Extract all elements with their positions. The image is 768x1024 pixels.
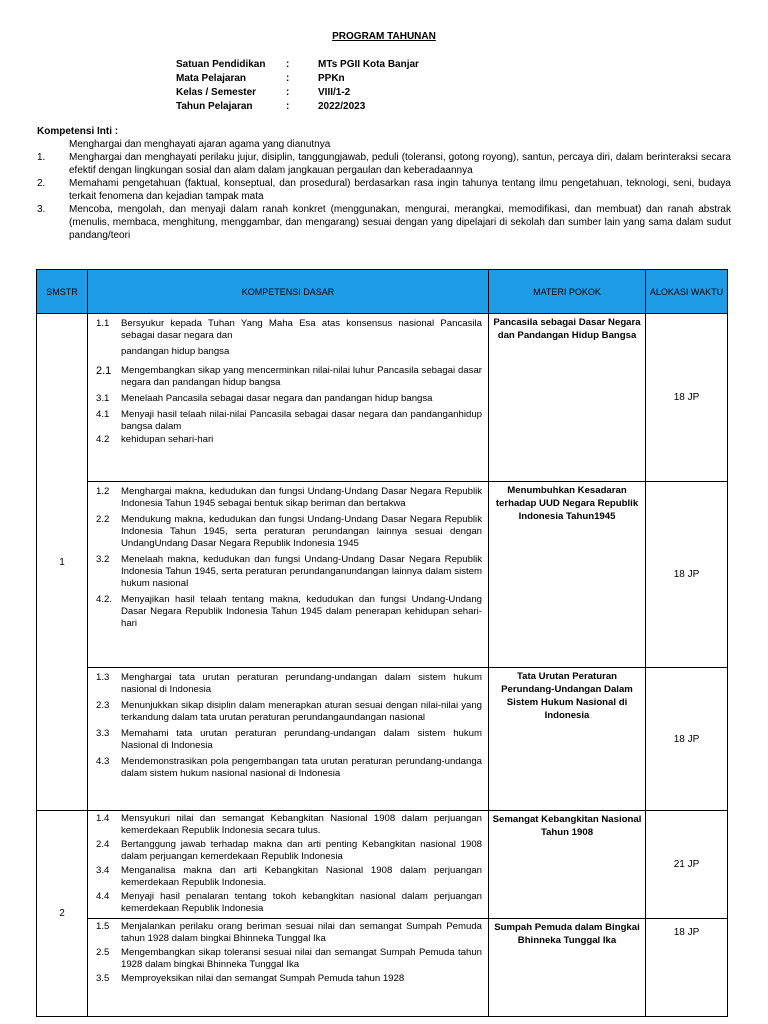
ki-item: 1. Menghargai dan menghayati perilaku jujur, disiplin, tanggungjawab, peduli (toleransi, gotong royong), santun, percaya diri, dalam berinteraksi secara efektif dengan lingkungan sosial dan alam dalam jangkauan pergaulan dan keberadaannya — [37, 152, 731, 176]
identity-row-school: Satuan Pendidikan : MTs PGII Kota Banjar — [176, 59, 419, 70]
alokasi-cell: 18 JP — [646, 668, 728, 811]
identity-row-year: Tahun Pelajaran : 2022/2023 — [176, 101, 366, 112]
alokasi-cell: 21 JP — [646, 811, 728, 919]
kd-item: 4.2 kehidupan sehari-hari — [96, 434, 214, 445]
materi-cell: Sumpah Pemuda dalam Bingkai Bhinneka Tunggal Ika — [489, 919, 646, 1017]
table-header-row — [37, 270, 728, 314]
kd-item: 2.5 Mengembangkan sikap toleransi sesuai nilai dan semangat Sumpah Pemuda tahun 1928 dalam bingkai Bhinneka Tunggal Ika — [96, 947, 482, 970]
kd-item: 3.2 Menelaah makna, kedudukan dan fungsi Undang-Undang Dasar Negara Republik Indonesia Tahun 1945, serta peraturan perundanganundangan lainnya dalam sistem hukum nasional — [96, 554, 482, 589]
program-table — [36, 269, 728, 1017]
kd-item: 3.4 Menganalisa makna dan arti Kebangkitan Nasional 1908 dalam perjuangan kemerdekaan Republik Indonesia. — [96, 865, 482, 888]
identity-row-subject: Mata Pelajaran : PPKn — [176, 73, 345, 84]
kd-item: 1.4 Mensyukuri nilai dan semangat Kebangkitan Nasional 1908 dalam perjuangan kemerdekaan Republik Indonesia secara tulus. — [96, 813, 482, 836]
kd-item: 4.4 Menyaji hasil penalaran tentang tokoh kebangkitan nasional dalam perjuangan kemerdekaan Republik Indonesia — [96, 891, 482, 914]
table-row — [37, 314, 728, 482]
kd-item: 4.2. Menyajikan hasil telaah tentang makna, kedudukan dan fungsi Undang-Undang Dasar Negara Republik Indonesia Tahun 1945 dalam penerapan kehidupan sehari-hari — [96, 594, 482, 629]
kd-item: 4.1 Menyaji hasil telaah nilai-nilai Pancasila sebagai dasar negara dan pandanganhidup bangsa dalam — [96, 409, 482, 432]
kd-item: 1.2 Menghargai makna, kedudukan dan fungsi Undang-Undang Dasar Negara Republik Indonesia Tahun 1945 sebagai bentuk sikap beriman dan bertakwa — [96, 486, 482, 509]
materi-cell: Menumbuhkan Kesadaran terhadap UUD Negara Republik Indonesia Tahun1945 — [489, 482, 646, 668]
kd-item: 2.1 Mengembangkan sikap yang mencerminkan nilai-nilai luhur Pancasila sebagai dasar negara dan pandangan hidup bangsa — [96, 365, 482, 388]
semester-cell: 2 — [37, 811, 88, 1017]
table-row — [37, 482, 728, 668]
alokasi-cell: 18 JP — [646, 919, 728, 1017]
kd-cell — [88, 668, 489, 811]
alokasi-cell: 18 JP — [646, 314, 728, 482]
materi-cell: Pancasila sebagai Dasar Negara dan Pandangan Hidup Bangsa — [489, 314, 646, 482]
semester-cell: 1 — [37, 314, 88, 811]
kompetensi-inti-heading: Kompetensi Inti : — [37, 126, 119, 137]
alokasi-cell: 18 JP — [646, 482, 728, 668]
kd-item: 3.5 Memproyeksikan nilai dan semangat Sumpah Pemuda tahun 1928 — [96, 973, 405, 984]
kd-cell — [88, 482, 489, 668]
kd-item: 3.3 Memahami tata urutan peraturan perundang-undangan dalam sistem hukum Nasional di Indonesia — [96, 728, 482, 751]
header-kompetensi-dasar: KOMPETENSI DASAR — [88, 270, 489, 314]
kd-item: 2.3 Menunjukkan sikap disiplin dalam menerapkan aturan sesuai dengan nilai-nilai yang terkandung dalam tata urutan peraturan perundangaundangan nasional — [96, 700, 482, 723]
header-materi-pokok: MATERI POKOK — [489, 270, 646, 314]
kd-item: 1.3 Menghargai tata urutan peraturan perundang-undangan dalam sistem hukum nasional di Indonesia — [96, 672, 482, 695]
table-row — [37, 811, 728, 919]
kd-item: 2.2 Mendukung makna, kedudukan dan fungsi Undang-Undang Dasar Negara Republik Indonesia Tahun 1945, serta peraturan perundangan lainnya sesuai dengan UndangUndang Dasar Negara Republik Indonesia 1945 — [96, 514, 482, 549]
kd-cell — [88, 811, 489, 919]
kd-item: 1.1 Bersyukur kepada Tuhan Yang Maha Esa atas konsensus nasional Pancasila sebagai dasar negara dan — [96, 318, 482, 341]
ki-item: 3. Mencoba, mengolah, dan menyaji dalam ranah konkret (menggunakan, mengurai, merangkai, memodifikasi, dan membuat) dan ranah abstrak (menulis, membaca, menghitung, menggambar, dan mengarang) sesuai dengan yang dipelajari di sekolah dan sumber lain yang sama dalam sudut pandang/teori — [37, 204, 731, 241]
materi-cell: Semangat Kebangkitan Nasional Tahun 1908 — [489, 811, 646, 919]
kd-cell — [88, 314, 489, 482]
kd-cell — [88, 919, 489, 1017]
header-smstr: SMSTR — [37, 270, 88, 314]
identity-row-class: Kelas / Semester : VIII/1-2 — [176, 87, 351, 98]
ki-item: 2. Memahami pengetahuan (faktual, konseptual, dan prosedural) berdasarkan rasa ingin tahunya tentang ilmu pengetahuan, teknologi, seni, budaya terkait fenomena dan kejadian tampak mata — [37, 178, 731, 202]
kd-item: 4.3 Mendemonstrasikan pola pengembangan tata urutan peraturan perundang-undanga dalam sistem hukum nasional nasional di Indonesia — [96, 756, 482, 779]
kd-item: 2.4 Bertanggung jawab terhadap makna dan arti penting Kebangkitan nasional 1908 dalam perjuangan kemerdekaan Republik Indonesia — [96, 839, 482, 862]
header-alokasi-waktu: ALOKASI WAKTU — [646, 270, 728, 314]
document-title: PROGRAM TAHUNAN — [332, 31, 436, 42]
table-row — [37, 919, 728, 1017]
kd-item: pandangan hidup bangsa — [121, 346, 230, 357]
kd-item: 1.5 Menjalankan perilaku orang beriman sesuai nilai dan semangat Sumpah Pemuda tahun 1928 dalam bingkai Bhinneka Tunggal Ika — [96, 921, 482, 944]
kd-item: 3.1 Menelaah Pancasila sebagai dasar negara dan pandangan hidup bangsa — [96, 393, 433, 404]
kompetensi-inti-section — [37, 125, 731, 242]
materi-cell: Tata Urutan Peraturan Perundang-Undangan Dalam Sistem Hukum Nasional di Indonesia — [489, 668, 646, 811]
table-row — [37, 668, 728, 811]
identity-block — [176, 58, 419, 114]
ki-item: Menghargai dan menghayati ajaran agama yang dianutnya — [69, 139, 331, 150]
